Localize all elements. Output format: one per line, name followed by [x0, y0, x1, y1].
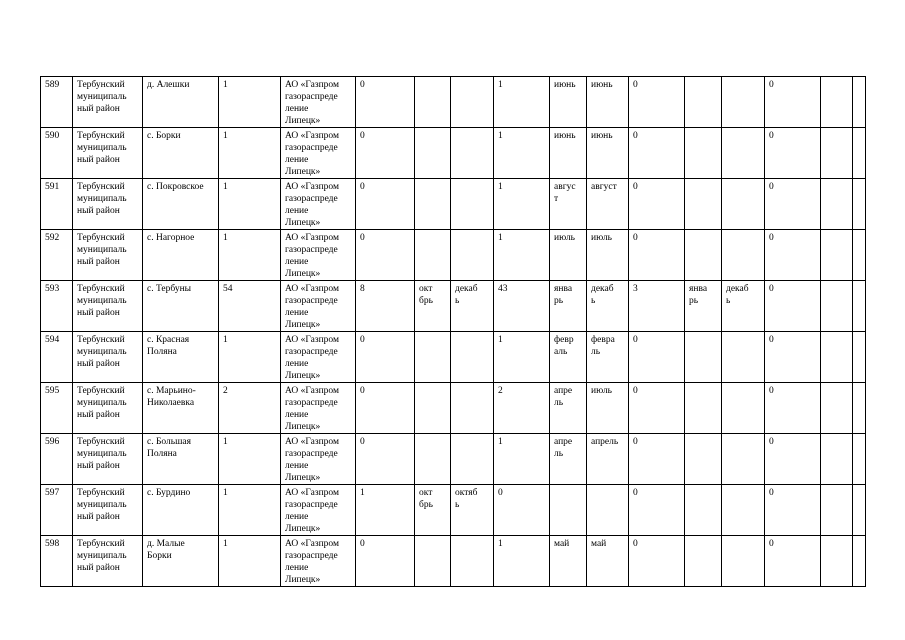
table-cell-c14: 0: [765, 179, 821, 230]
table-cell-settlement: с. Нагорное: [143, 230, 219, 281]
table-cell-n: 594: [41, 332, 73, 383]
table-cell-org: АО «Газпром газораспреде ление Липецк»: [281, 230, 356, 281]
table-cell-c16: [853, 230, 866, 281]
table-cell-settlement: с. Покровское: [143, 179, 219, 230]
table-cell-c6: [415, 77, 451, 128]
table-cell-c16: [853, 383, 866, 434]
table-cell-c16: [853, 536, 866, 587]
table-row: [41, 536, 866, 587]
table-cell-c7: [451, 179, 494, 230]
table-cell-c12: [685, 434, 722, 485]
table-cell-settlement: с. Марьино- Николаевка: [143, 383, 219, 434]
table-cell-c5: 0: [356, 383, 415, 434]
table-cell-c6: [415, 230, 451, 281]
table-cell-c6: [415, 536, 451, 587]
table-cell-c9: апре ль: [550, 383, 587, 434]
table-cell-c11: 0: [629, 179, 685, 230]
table-cell-district: Тербунский муниципаль ный район: [73, 332, 143, 383]
table-cell-c15: [821, 179, 853, 230]
table-cell-district: Тербунский муниципаль ный район: [73, 536, 143, 587]
table-cell-c7: октяб ь: [451, 485, 494, 536]
table-cell-settlement: с. Тербуны: [143, 281, 219, 332]
table-cell-c5: 1: [356, 485, 415, 536]
table-cell-c9: янва рь: [550, 281, 587, 332]
table-cell-c12: [685, 536, 722, 587]
table-cell-n: 598: [41, 536, 73, 587]
table-row: [41, 179, 866, 230]
table-cell-c8: 1: [494, 434, 550, 485]
table-cell-c15: [821, 281, 853, 332]
table-cell-c13: [722, 77, 765, 128]
table-cell-c10: апрель: [587, 434, 629, 485]
table-cell-c8: 1: [494, 179, 550, 230]
table-row: [41, 485, 866, 536]
table-cell-district: Тербунский муниципаль ный район: [73, 230, 143, 281]
table-cell-c9: февр аль: [550, 332, 587, 383]
table-cell-c5: 0: [356, 179, 415, 230]
table-cell-c15: [821, 128, 853, 179]
table-cell-c10: май: [587, 536, 629, 587]
table-cell-settlement: д. Малые Борки: [143, 536, 219, 587]
table-cell-c6: окт брь: [415, 281, 451, 332]
table-cell-c8: 1: [494, 536, 550, 587]
table-cell-n: 591: [41, 179, 73, 230]
table-cell-c7: [451, 128, 494, 179]
table-cell-c11: 0: [629, 536, 685, 587]
table-cell-c9: [550, 485, 587, 536]
table-cell-c8: 1: [494, 77, 550, 128]
table-cell-c6: [415, 383, 451, 434]
table-cell-c9: апре ль: [550, 434, 587, 485]
table-cell-qty: 1: [219, 179, 281, 230]
table-cell-c15: [821, 230, 853, 281]
table-cell-c12: [685, 383, 722, 434]
table-cell-district: Тербунский муниципаль ный район: [73, 383, 143, 434]
table-cell-c7: [451, 383, 494, 434]
table-cell-c6: [415, 332, 451, 383]
table-cell-district: Тербунский муниципаль ный район: [73, 434, 143, 485]
table-cell-org: АО «Газпром газораспреде ление Липецк»: [281, 485, 356, 536]
table-cell-c14: 0: [765, 434, 821, 485]
table-cell-qty: 1: [219, 332, 281, 383]
table-cell-qty: 54: [219, 281, 281, 332]
table-cell-qty: 1: [219, 536, 281, 587]
table-cell-c12: [685, 77, 722, 128]
table-cell-c5: 0: [356, 434, 415, 485]
table-cell-c5: 0: [356, 332, 415, 383]
table-cell-district: Тербунский муниципаль ный район: [73, 128, 143, 179]
table-cell-org: АО «Газпром газораспреде ление Липецк»: [281, 536, 356, 587]
gasification-schedule-table: [40, 76, 866, 587]
table-cell-district: Тербунский муниципаль ный район: [73, 485, 143, 536]
table-cell-c7: [451, 230, 494, 281]
table-cell-c10: февра ль: [587, 332, 629, 383]
table-cell-settlement: с. Красная Поляна: [143, 332, 219, 383]
table-cell-c8: 0: [494, 485, 550, 536]
table-cell-district: Тербунский муниципаль ный район: [73, 179, 143, 230]
table-cell-c15: [821, 77, 853, 128]
table-cell-qty: 1: [219, 230, 281, 281]
table-cell-c5: 0: [356, 77, 415, 128]
table-cell-c16: [853, 281, 866, 332]
table-cell-c7: [451, 536, 494, 587]
table-cell-c8: 1: [494, 128, 550, 179]
table-row: [41, 230, 866, 281]
table-cell-c7: декаб ь: [451, 281, 494, 332]
table-cell-c8: 1: [494, 332, 550, 383]
table-cell-c11: 3: [629, 281, 685, 332]
table-cell-district: Тербунский муниципаль ный район: [73, 77, 143, 128]
table-cell-c14: 0: [765, 383, 821, 434]
table-cell-c16: [853, 485, 866, 536]
table-cell-c8: 2: [494, 383, 550, 434]
table-cell-c6: [415, 434, 451, 485]
table-cell-c5: 0: [356, 536, 415, 587]
table-cell-qty: 2: [219, 383, 281, 434]
table-cell-c13: декаб ь: [722, 281, 765, 332]
table-cell-c5: 8: [356, 281, 415, 332]
table-cell-c16: [853, 332, 866, 383]
table-cell-c14: 0: [765, 230, 821, 281]
table-cell-settlement: с. Бурдино: [143, 485, 219, 536]
table-cell-c13: [722, 383, 765, 434]
table-cell-c14: 0: [765, 128, 821, 179]
table-cell-c12: янва рь: [685, 281, 722, 332]
table-cell-c11: 0: [629, 128, 685, 179]
table-cell-c6: [415, 179, 451, 230]
table-row: [41, 332, 866, 383]
table-cell-c10: июнь: [587, 77, 629, 128]
table-cell-c9: июнь: [550, 128, 587, 179]
table-cell-c6: [415, 128, 451, 179]
table-cell-c8: 1: [494, 230, 550, 281]
table-cell-settlement: с. Борки: [143, 128, 219, 179]
table-cell-n: 597: [41, 485, 73, 536]
table-cell-qty: 1: [219, 434, 281, 485]
table-cell-c13: [722, 536, 765, 587]
table-cell-c10: август: [587, 179, 629, 230]
table-cell-c12: [685, 230, 722, 281]
table-cell-org: АО «Газпром газораспреде ление Липецк»: [281, 383, 356, 434]
table-cell-c8: 43: [494, 281, 550, 332]
table-cell-c6: окт брь: [415, 485, 451, 536]
table-cell-c16: [853, 434, 866, 485]
table-cell-c13: [722, 128, 765, 179]
table-cell-c14: 0: [765, 536, 821, 587]
table-cell-settlement: д. Алешки: [143, 77, 219, 128]
table-cell-c14: 0: [765, 281, 821, 332]
table-cell-c12: [685, 332, 722, 383]
table-cell-c12: [685, 485, 722, 536]
table-cell-c15: [821, 383, 853, 434]
table-cell-c9: май: [550, 536, 587, 587]
table-cell-c15: [821, 434, 853, 485]
table-cell-district: Тербунский муниципаль ный район: [73, 281, 143, 332]
table-cell-c11: 0: [629, 485, 685, 536]
table-cell-c7: [451, 332, 494, 383]
table-cell-settlement: с. Большая Поляна: [143, 434, 219, 485]
table-row: [41, 434, 866, 485]
table-cell-c11: 0: [629, 434, 685, 485]
table-cell-c10: июнь: [587, 128, 629, 179]
table-cell-org: АО «Газпром газораспреде ление Липецк»: [281, 179, 356, 230]
table-row: [41, 77, 866, 128]
table-cell-n: 593: [41, 281, 73, 332]
table-cell-c13: [722, 179, 765, 230]
table-cell-c5: 0: [356, 128, 415, 179]
table-cell-org: АО «Газпром газораспреде ление Липецк»: [281, 434, 356, 485]
table-cell-c15: [821, 332, 853, 383]
table-cell-qty: 1: [219, 485, 281, 536]
table-cell-c11: 0: [629, 383, 685, 434]
table-body: [41, 77, 866, 587]
table-cell-c5: 0: [356, 230, 415, 281]
table-cell-c16: [853, 128, 866, 179]
table-cell-n: 592: [41, 230, 73, 281]
table-cell-c14: 0: [765, 332, 821, 383]
table-cell-c16: [853, 179, 866, 230]
table-cell-n: 595: [41, 383, 73, 434]
table-cell-c9: июнь: [550, 77, 587, 128]
table-cell-c14: 0: [765, 485, 821, 536]
table-cell-c15: [821, 485, 853, 536]
table-cell-c12: [685, 179, 722, 230]
table-row: [41, 128, 866, 179]
table-cell-c10: июль: [587, 230, 629, 281]
table-cell-c11: 0: [629, 332, 685, 383]
table-row: [41, 383, 866, 434]
table-cell-c16: [853, 77, 866, 128]
table-cell-org: АО «Газпром газораспреде ление Липецк»: [281, 128, 356, 179]
table-cell-qty: 1: [219, 77, 281, 128]
table-cell-c10: [587, 485, 629, 536]
table-cell-c12: [685, 128, 722, 179]
table-cell-c13: [722, 485, 765, 536]
table-row: [41, 281, 866, 332]
table-cell-n: 596: [41, 434, 73, 485]
table-cell-c9: июль: [550, 230, 587, 281]
table-cell-c13: [722, 434, 765, 485]
table-cell-org: АО «Газпром газораспреде ление Липецк»: [281, 281, 356, 332]
table-cell-c9: авгус т: [550, 179, 587, 230]
table-cell-c15: [821, 536, 853, 587]
table-cell-c13: [722, 230, 765, 281]
table-cell-c10: декаб ь: [587, 281, 629, 332]
table-cell-c7: [451, 77, 494, 128]
table-cell-org: АО «Газпром газораспреде ление Липецк»: [281, 77, 356, 128]
table-cell-org: АО «Газпром газораспреде ление Липецк»: [281, 332, 356, 383]
table-cell-c7: [451, 434, 494, 485]
table-cell-c14: 0: [765, 77, 821, 128]
table-cell-c11: 0: [629, 77, 685, 128]
table-cell-n: 590: [41, 128, 73, 179]
table-cell-c10: июль: [587, 383, 629, 434]
table-cell-c11: 0: [629, 230, 685, 281]
table-cell-qty: 1: [219, 128, 281, 179]
table-cell-n: 589: [41, 77, 73, 128]
table-cell-c13: [722, 332, 765, 383]
